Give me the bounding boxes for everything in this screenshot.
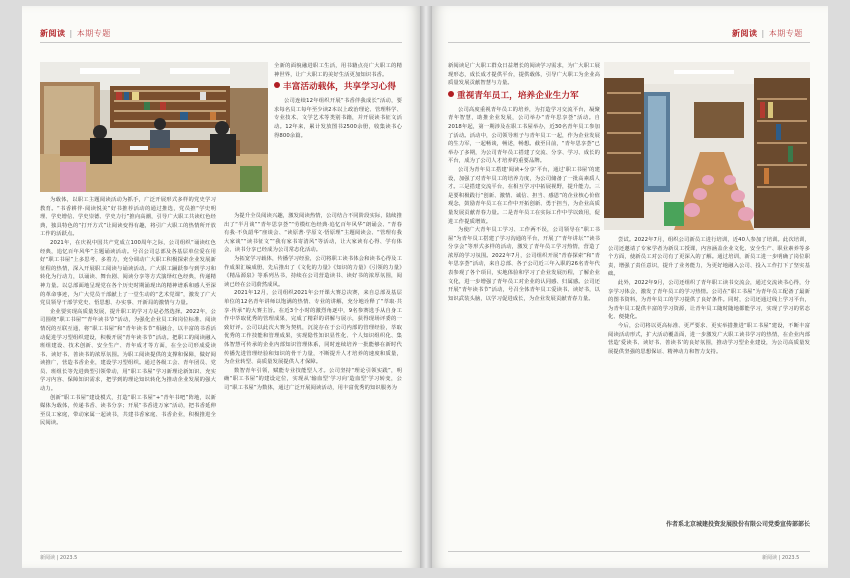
left-top-right-text [274, 62, 402, 140]
paragraph: 公司高度重视青年员工的培养，为打造学习交流平台，凝聚青年智慧，助推企业发展，公司举办“青年思享荟”活动。自2018年起，第一期涉及在职工书屋举办，近30名青年员工参加了活动。活动中，公司领导班子与青年员工一起，作为企业发展的生力军，一起畅谈，畅述，畅想。截至目前，“青年思享荟”已举办了多期，为公司青年员工搭建了交流、分享、学习、成长的平台，成为了公司人才培养的重要品牌。 [448, 106, 600, 165]
running-head-sub: 本期专题 [76, 29, 111, 38]
footer-rule-right [448, 551, 810, 552]
running-head-sub: 本期专题 [768, 29, 803, 38]
paragraph: 2021年，在庆祝中国共产党成立100周年之际，公司组织“诵读红色经典，追忆百年风华”主题诵读活动。号召公司总部及各基层单位爱在用好“职工书屋”上多思考、多着力，充分调动广大职工积极探索企业发展新征程的热情，深入开展职工阅读与诵读活动。广大职工踊跃参与到学习和转化为行动力，以诵读、舞台剧、阅读分享等方式演绎红色经典，传递精神力量。以总部面地呈现党在各个历史时期涌现出的精神谱系和感人至深的革命事迹，为广大党员干部献上了一堂生动的“艺术党课”，激发了广大党员领导干部学党史、悟思想、办实事、开新局的激情与力量。 [40, 239, 216, 307]
bullet-dot-icon [274, 82, 280, 88]
header-rule-right [448, 42, 810, 43]
left-page [22, 6, 420, 568]
paragraph: 创新“职工书屋”建设模式，打造“职工书屋”+“青年书吧”阵地，以新媒体为载体，传递书香、读书分享；开展“书香进万家”活动，把书香延伸至员工家庭，带动家属一起读书，共建书香家庭、书香企业，积极推进全民阅读。 [40, 394, 216, 427]
running-head-right: 新阅读 | 本期专题 [732, 29, 803, 38]
running-head-left: 新阅读 | 本期专题 [40, 29, 111, 38]
paragraph: 企业要实现高质量发展，提升职工的学习力是必然选择。2022年，公司围绕“职工书屋”“青年读书节”活动，为强化企业员工和岗位标准、阅读情况的互联互通，将“职工书屋”和“青年读书节”相融合，以丰富的书香活动促进学习型组织建设，积极开展“青年读书节”活动。把职工的阅读融入班组建设、技术创新、安全生产、青年成才等方面，在全公司形成爱读书、读好书、善读书的浓厚氛围。为职工阅读提供的支撑和保障，做好阅读推广，营造书香企业，建设学习型组织。通过各级工会、青年团员、党员、班组长等先进典型引领带动，用“职工书屋”学习新理论新知识、充实学习内容、保障知识需求，把学到的理论知识转化为推动企业发展的强大动力。 [40, 308, 216, 393]
paragraph: 为拓宽学习载体，传播学习经验，公司将职工读书体会和读书心得及工作成果汇编成册，先后推出了《文化的力量》《知识的力量》《引领的力量》《精品源泉》等系列丛书，持续在公司营造读书、读好书的浓厚氛围，阅读已经在公司蔚然成风。 [224, 255, 402, 288]
library-illustration [604, 62, 810, 230]
paragraph: 今后，公司将以更高标准、更严要求、更实举措推进“职工书屋”建设，不断丰富阅读活动形式，扩大活动覆盖面，进一步激发广大职工读书学习的热情，在企业内部营造‘爱读书、读好书、善读书’的良好氛围，推动学习型企业建设，为公司高质量发展提供坚强的思想保证、精神动力和智力支持。 [608, 322, 810, 355]
paragraph: 公司连续12年组织开展“书香伴我成长”活动，要求每名员工每年至少读2本以上政治理论、管理科学、专业技术、文学艺术等类别书籍，并开展读书征文活动。12年来，累计发放图书2500余册，收集读书心得800余篇。 [274, 98, 402, 139]
paragraph: 新阅读足广大职工群众日益增长的阅读学习需求，为广大职工展现形态，成长成才提供平台，提供载体，引导广大职工为企业高质量发展贡献智慧与力量。 [448, 63, 600, 87]
right-column-1 [448, 62, 600, 548]
right-page [432, 6, 828, 568]
photo-reading-room [40, 62, 268, 192]
paragraph: 为使广大青年员工学习、工作两不误，公司领导在“职工书屋”为青年员工搭建了学习沟通的平台，开展了“青年讲坛”“读书分享会”等形式多样的活动，激发了青年员工学习热情，营造了浓厚的学习氛围。2022年7月，公司组织开展“青春探索”和“青年思享荟”活动，来自总部、各子公司近三年入职的26名青年代表参观了各个项目，实地体验和学习了企业发展历程，了解企业文化，进一步增强了青年员工对企业的认同感、归属感。公司还开展“青年读书节”活动，号召全体青年员工爱读书、读好书，以知识武装头脑，以学习促进成长，为企业发展贡献青春力量。 [448, 227, 600, 302]
section-heading-2: 重视青年员工，培养企业生力军 [448, 91, 600, 102]
paragraph: 数智青年引领，赋能专业技能型人才。公司坚持“理论引领实践”，明确“职工书屋”的建设定位，实现从‘输血型’学习向‘造血型’学习转变，公司“职工书屋”为数体，通过广泛开展阅读活动，用丰富优秀的知识服务为 [224, 367, 402, 391]
left-column-2 [224, 212, 402, 546]
paragraph: 为提升全员阅读兴趣，激发阅读热情，公司结合不同阶段实际，陆续推出了“半月谈”“青年思享荟”“劳模红色经典·追忆百年风华”朗诵会、“青春有我·不负韶华”座谈会、“读原著·学原文·悟原理”主题阅读会、“管理有我大家谈”“读书征文”“我有家书寄清风”等活动，让大家读有心得、学有体会，读书分享已经成为公司常态化活动。 [224, 213, 402, 254]
paragraph: 为载体，以职工主题阅读活动为抓手，广泛开展形式多样的党史学习教育。“书香耕伴·阅读悦美”好书推荐活动的通过推选，党员推“学史明理、学史增信、学史崇德、学史力行”推向高潮，引导广大职工共读红色经典，独具特色的“打开方式”让阅读变得有趣，将引广大职工的热情所开放工作的活跃点。 [40, 197, 216, 238]
paragraph: 全新的面貌融进职工生活，用书籍点亮广大职工的精神世界，让广大职工的美好生活更加知识书香。 [274, 63, 402, 78]
photo-library-interior [604, 62, 810, 230]
paragraph: 公司为青年员工搭建‘阅读+分享’平台，通过‘职工书屋’的建设，加强了对青年员工的培养力度，为公司储备了一批高素质人才。三是搭建交流平台，在相互学习中拓展视野，提升能力。三是要积极践行“创新、激情、诚信、担当、感恩”的企业核心价值观念，鼓励青年员工在工作中开拓创新、勇于担当，为企业高质量发展贡献青春力量。二是青年员工在实际工作中学以致用，促进工作提质增效。 [448, 166, 600, 225]
paragraph: 尝试。2022年7月，组织公司新员工进行培训，近40人参加了培训。此次培训，公司还邀请了专家学者为新员工授课，内容涵盖企业文化、安全生产、职业素养等多个方面，使新员工对公司有了更深入的了解。通过培训，新员工进一步明确了岗位职责，增强了责任意识，提升了业务能力，为更好地融入公司、投入工作打下了坚实基础。 [608, 237, 810, 278]
gutter [420, 6, 432, 568]
right-column-2 [608, 236, 810, 518]
section-heading-1: 丰富活动载体，共享学习心得 [274, 82, 402, 93]
running-head-section: 新阅读 [40, 29, 66, 38]
folio-left: 新阅读 | 2023.5 [40, 555, 78, 561]
bullet-dot-icon [448, 91, 454, 97]
header-rule-left [40, 42, 402, 43]
reading-room-illustration [40, 62, 268, 192]
footer-rule-left [40, 551, 402, 552]
running-head-section: 新阅读 [732, 29, 758, 38]
left-column-1 [40, 196, 216, 546]
author-signature: 作者系北京城建投资发展股份有限公司党委宣传部部长 [665, 521, 810, 528]
paragraph: 2021年12月，公司组织2021年公开课大赛总决赛，来自总部及基层单位的12名青年讲师以饱满的热情、专业的讲解，充分地诠释了“萃取·共享·传承”的大赛主旨。在近3个小时的激烈角逐中，9名参赛选手从自身工作中萃取优秀的管理成果，完成了精彩的讲解与展示，获得现场评委的一致好评。公司以此次大赛为契机，沉淀存在于公司内部的管理经验，萃取优秀的工作技能和管理成果，实现隐性知识显性化、个人知识组织化、集体智慧可传承的企业内部知识管理体系，同时连续培养一批能够在新时代传播先进管理经验和知识的骨干力量，不断提升人才培养的速度和质量，为企业转型、高质量发展提供人才保障。 [224, 290, 402, 366]
folio-right: 新阅读 | 2023.5 [762, 555, 800, 561]
paragraph: 此外，2022年9月，公司还组织了青年职工读书交流会，通过交流读书心得，分享学习体会，激发了青年员工的学习热情。公司在“职工书屋”为青年员工配备了最新的图书资料，为青年员工的学习提供了良好条件。同时，公司还通过线上学习平台，为青年员工提供丰富的学习资源，让青年员工随时随地都能学习，实现了学习的常态化、便捷化。 [608, 279, 810, 321]
